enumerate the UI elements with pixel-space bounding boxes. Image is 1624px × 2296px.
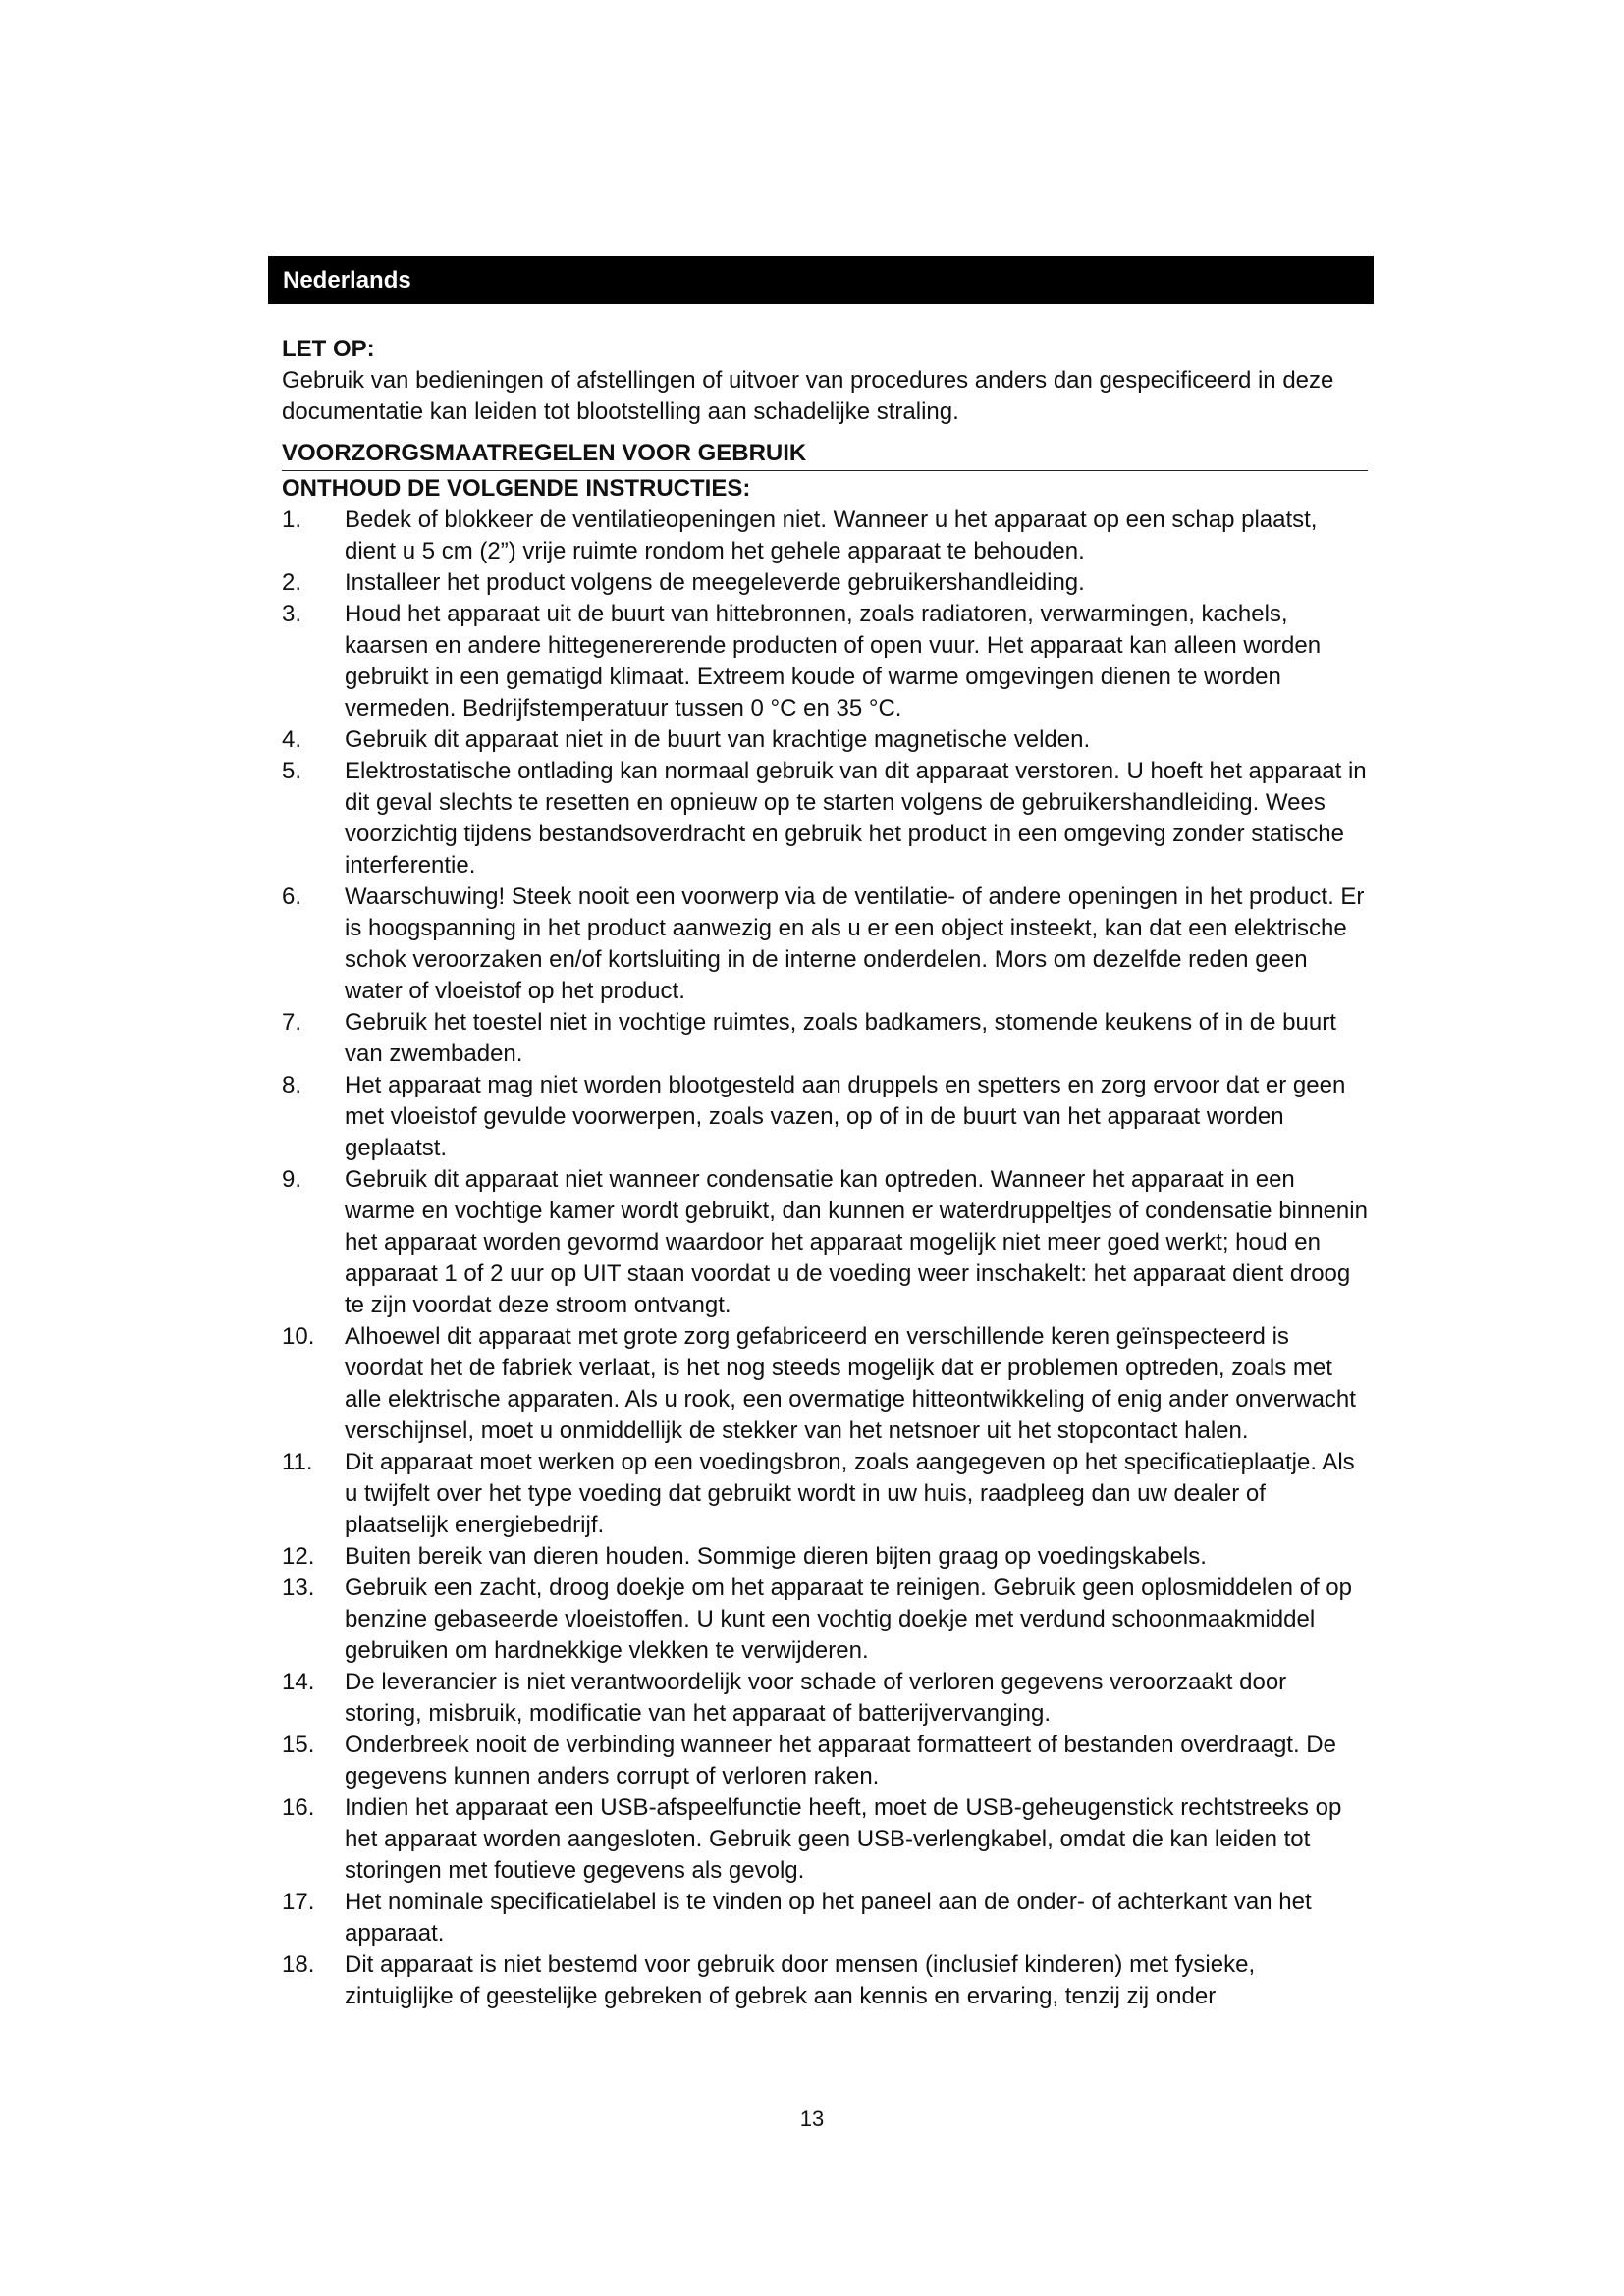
item-text: Gebruik dit apparaat niet in de buurt van krachtige magnetische velden. — [345, 726, 1091, 753]
item-text: De leverancier is niet verantwoordelijk voor schade of verloren gegevens veroorzaakt door storing, misbruik, modificatie van het apparaat of batterijvervanging. — [345, 1669, 1287, 1727]
instruction-list — [282, 505, 1368, 2012]
item-text: Elektrostatische ontlading kan normaal gebruik van dit apparaat verstoren. U hoeft het apparaat in dit geval slechts te resetten en opnieuw op te starten volgens de gebruikershandleiding. Wees voorzichtig tijdens bestandsoverdracht en gebruik het product in een omgeving zonder statische interferentie. — [345, 758, 1367, 879]
list-item — [282, 1007, 1368, 1070]
item-text: Waarschuwing! Steek nooit een voorwerp via de ventilatie- of andere openingen in het product. Er is hoogspanning in het product aanwezig en als u er een object insteekt, kan dat een elektrische schok veroorzaken en/of kortsluiting in de interne onderdelen. Mors om dezelfde reden geen water of vloeistof op het product. — [345, 883, 1365, 1004]
subsection-title: ONTHOUD DE VOLGENDE INSTRUCTIES: — [282, 475, 751, 502]
item-text: Gebruik een zacht, droog doekje om het apparaat te reinigen. Gebruik geen oplosmiddelen of op benzine gebaseerde vloeistoffen. U kunt een vochtig doekje met verdund schoonmaakmiddel gebruiken om hardnekkige vlekken te verwijderen. — [345, 1575, 1352, 1664]
list-item — [282, 1887, 1368, 1949]
list-item — [282, 881, 1368, 1007]
item-number: 17. — [282, 1889, 315, 1915]
item-number: 1. — [282, 507, 302, 533]
list-item — [282, 1949, 1368, 2012]
list-item — [282, 756, 1368, 881]
item-text: Buiten bereik van dieren houden. Sommige dieren bijten graag op voedingskabels. — [345, 1543, 1207, 1570]
item-number: 15. — [282, 1732, 315, 1758]
item-text: Het apparaat mag niet worden blootgesteld aan druppels en spetters en zorg ervoor dat er geen met vloeistof gevulde voorwerpen, zoals vazen, op of in de buurt van het apparaat worden geplaatst. — [345, 1072, 1346, 1161]
item-number: 11. — [282, 1449, 313, 1475]
list-item — [282, 1070, 1368, 1164]
item-text: Dit apparaat moet werken op een voedingsbron, zoals aangegeven op het specificatieplaatje. Als u twijfelt over het type voeding dat gebruikt wordt in uw huis, raadpleeg dan uw dealer of plaatselijk energiebedrijf. — [345, 1449, 1355, 1538]
item-number: 10. — [282, 1323, 315, 1350]
list-item — [282, 1321, 1368, 1447]
list-item — [282, 505, 1368, 567]
item-number: 7. — [282, 1009, 302, 1036]
document-body — [282, 334, 1368, 2012]
item-number: 3. — [282, 601, 302, 627]
item-text: Installeer het product volgens de meegeleverde gebruikershandleiding. — [345, 569, 1085, 596]
item-text: Bedek of blokkeer de ventilatieopeningen niet. Wanneer u het apparaat op een schap plaatst, dient u 5 cm (2”) vrije ruimte rondom het gehele apparaat te behouden. — [345, 507, 1318, 564]
item-text: Dit apparaat is niet bestemd voor gebruik door mensen (inclusief kinderen) met fysieke, zintuiglijke of geestelijke gebreken of gebrek aan kennis en ervaring, tenzij zij onder — [345, 1951, 1256, 2009]
list-item — [282, 1164, 1368, 1321]
item-text: Indien het apparaat een USB-afspeelfunctie heeft, moet de USB-geheugenstick rechtstreeks op het apparaat worden aangesloten. Gebruik geen USB-verlengkabel, omdat die kan leiden tot storingen met foutieve gegevens als gevolg. — [345, 1794, 1342, 1884]
item-number: 4. — [282, 726, 302, 753]
item-number: 5. — [282, 758, 302, 784]
list-item — [282, 1792, 1368, 1887]
section-title: VOORZORGSMAATREGELEN VOOR GEBRUIK — [282, 438, 1368, 471]
item-text: Het nominale specificatielabel is te vinden op het paneel aan de onder- of achterkant van het apparaat. — [345, 1889, 1312, 1947]
caution-title: LET OP: — [282, 336, 375, 362]
item-number: 8. — [282, 1072, 302, 1098]
list-item — [282, 1667, 1368, 1730]
item-number: 12. — [282, 1543, 315, 1570]
item-text: Houd het apparaat uit de buurt van hittebronnen, zoals radiatoren, verwarmingen, kachels, kaarsen en andere hittegenererende producten of open vuur. Het apparaat kan alleen worden gebruikt in een gematigd klimaat. Extreem koude of warme omgevingen dienen te worden vermeden. Bedrijfstemperatuur tussen 0 °C en 35 °C. — [345, 601, 1322, 721]
item-number: 9. — [282, 1166, 302, 1193]
item-text: Gebruik dit apparaat niet wanneer condensatie kan optreden. Wanneer het apparaat in een warme en vochtige kamer wordt gebruikt, dan kunnen er waterdruppeltjes of condensatie binnenin het apparaat worden gevormd waardoor het apparaat mogelijk niet meer goed werkt; houd en apparaat 1 of 2 uur op UIT staan voordat u de voeding weer inschakelt: het apparaat dient droog te zijn voordat deze stroom ontvangt. — [345, 1166, 1368, 1318]
list-item — [282, 1447, 1368, 1541]
caution-text: Gebruik van bedieningen of afstellingen of uitvoer van procedures anders dan gespecificeerd in deze documentatie kan leiden tot blootstelling aan schadelijke straling. — [282, 367, 1334, 425]
item-number: 18. — [282, 1951, 315, 1978]
item-number: 6. — [282, 883, 302, 910]
item-number: 16. — [282, 1794, 315, 1821]
list-item — [282, 724, 1368, 756]
item-number: 14. — [282, 1669, 315, 1695]
list-item — [282, 1573, 1368, 1667]
language-header-bar — [268, 256, 1374, 304]
list-item — [282, 567, 1368, 599]
language-label: Nederlands — [283, 267, 411, 294]
list-item — [282, 1730, 1368, 1792]
item-text: Onderbreek nooit de verbinding wanneer het apparaat formatteert of bestanden overdraagt. De gegevens kunnen anders corrupt of verloren raken. — [345, 1732, 1336, 1789]
list-item — [282, 599, 1368, 724]
list-item — [282, 1541, 1368, 1573]
item-number: 13. — [282, 1575, 315, 1601]
item-number: 2. — [282, 569, 302, 596]
page-number: 13 — [799, 2107, 825, 2131]
item-text: Gebruik het toestel niet in vochtige ruimtes, zoals badkamers, stomende keukens of in de buurt van zwembaden. — [345, 1009, 1336, 1067]
item-text: Alhoewel dit apparaat met grote zorg gefabriceerd en verschillende keren geïnspecteerd is voordat het de fabriek verlaat, is het nog steeds mogelijk dat er problemen optreden, zoals met alle elektrische apparaten. Als u rook, een overmatige hitteontwikkeling of enig ander onverwacht verschijnsel, moet u onmiddellijk de stekker van het netsnoer uit het stopcontact halen. — [345, 1323, 1356, 1444]
